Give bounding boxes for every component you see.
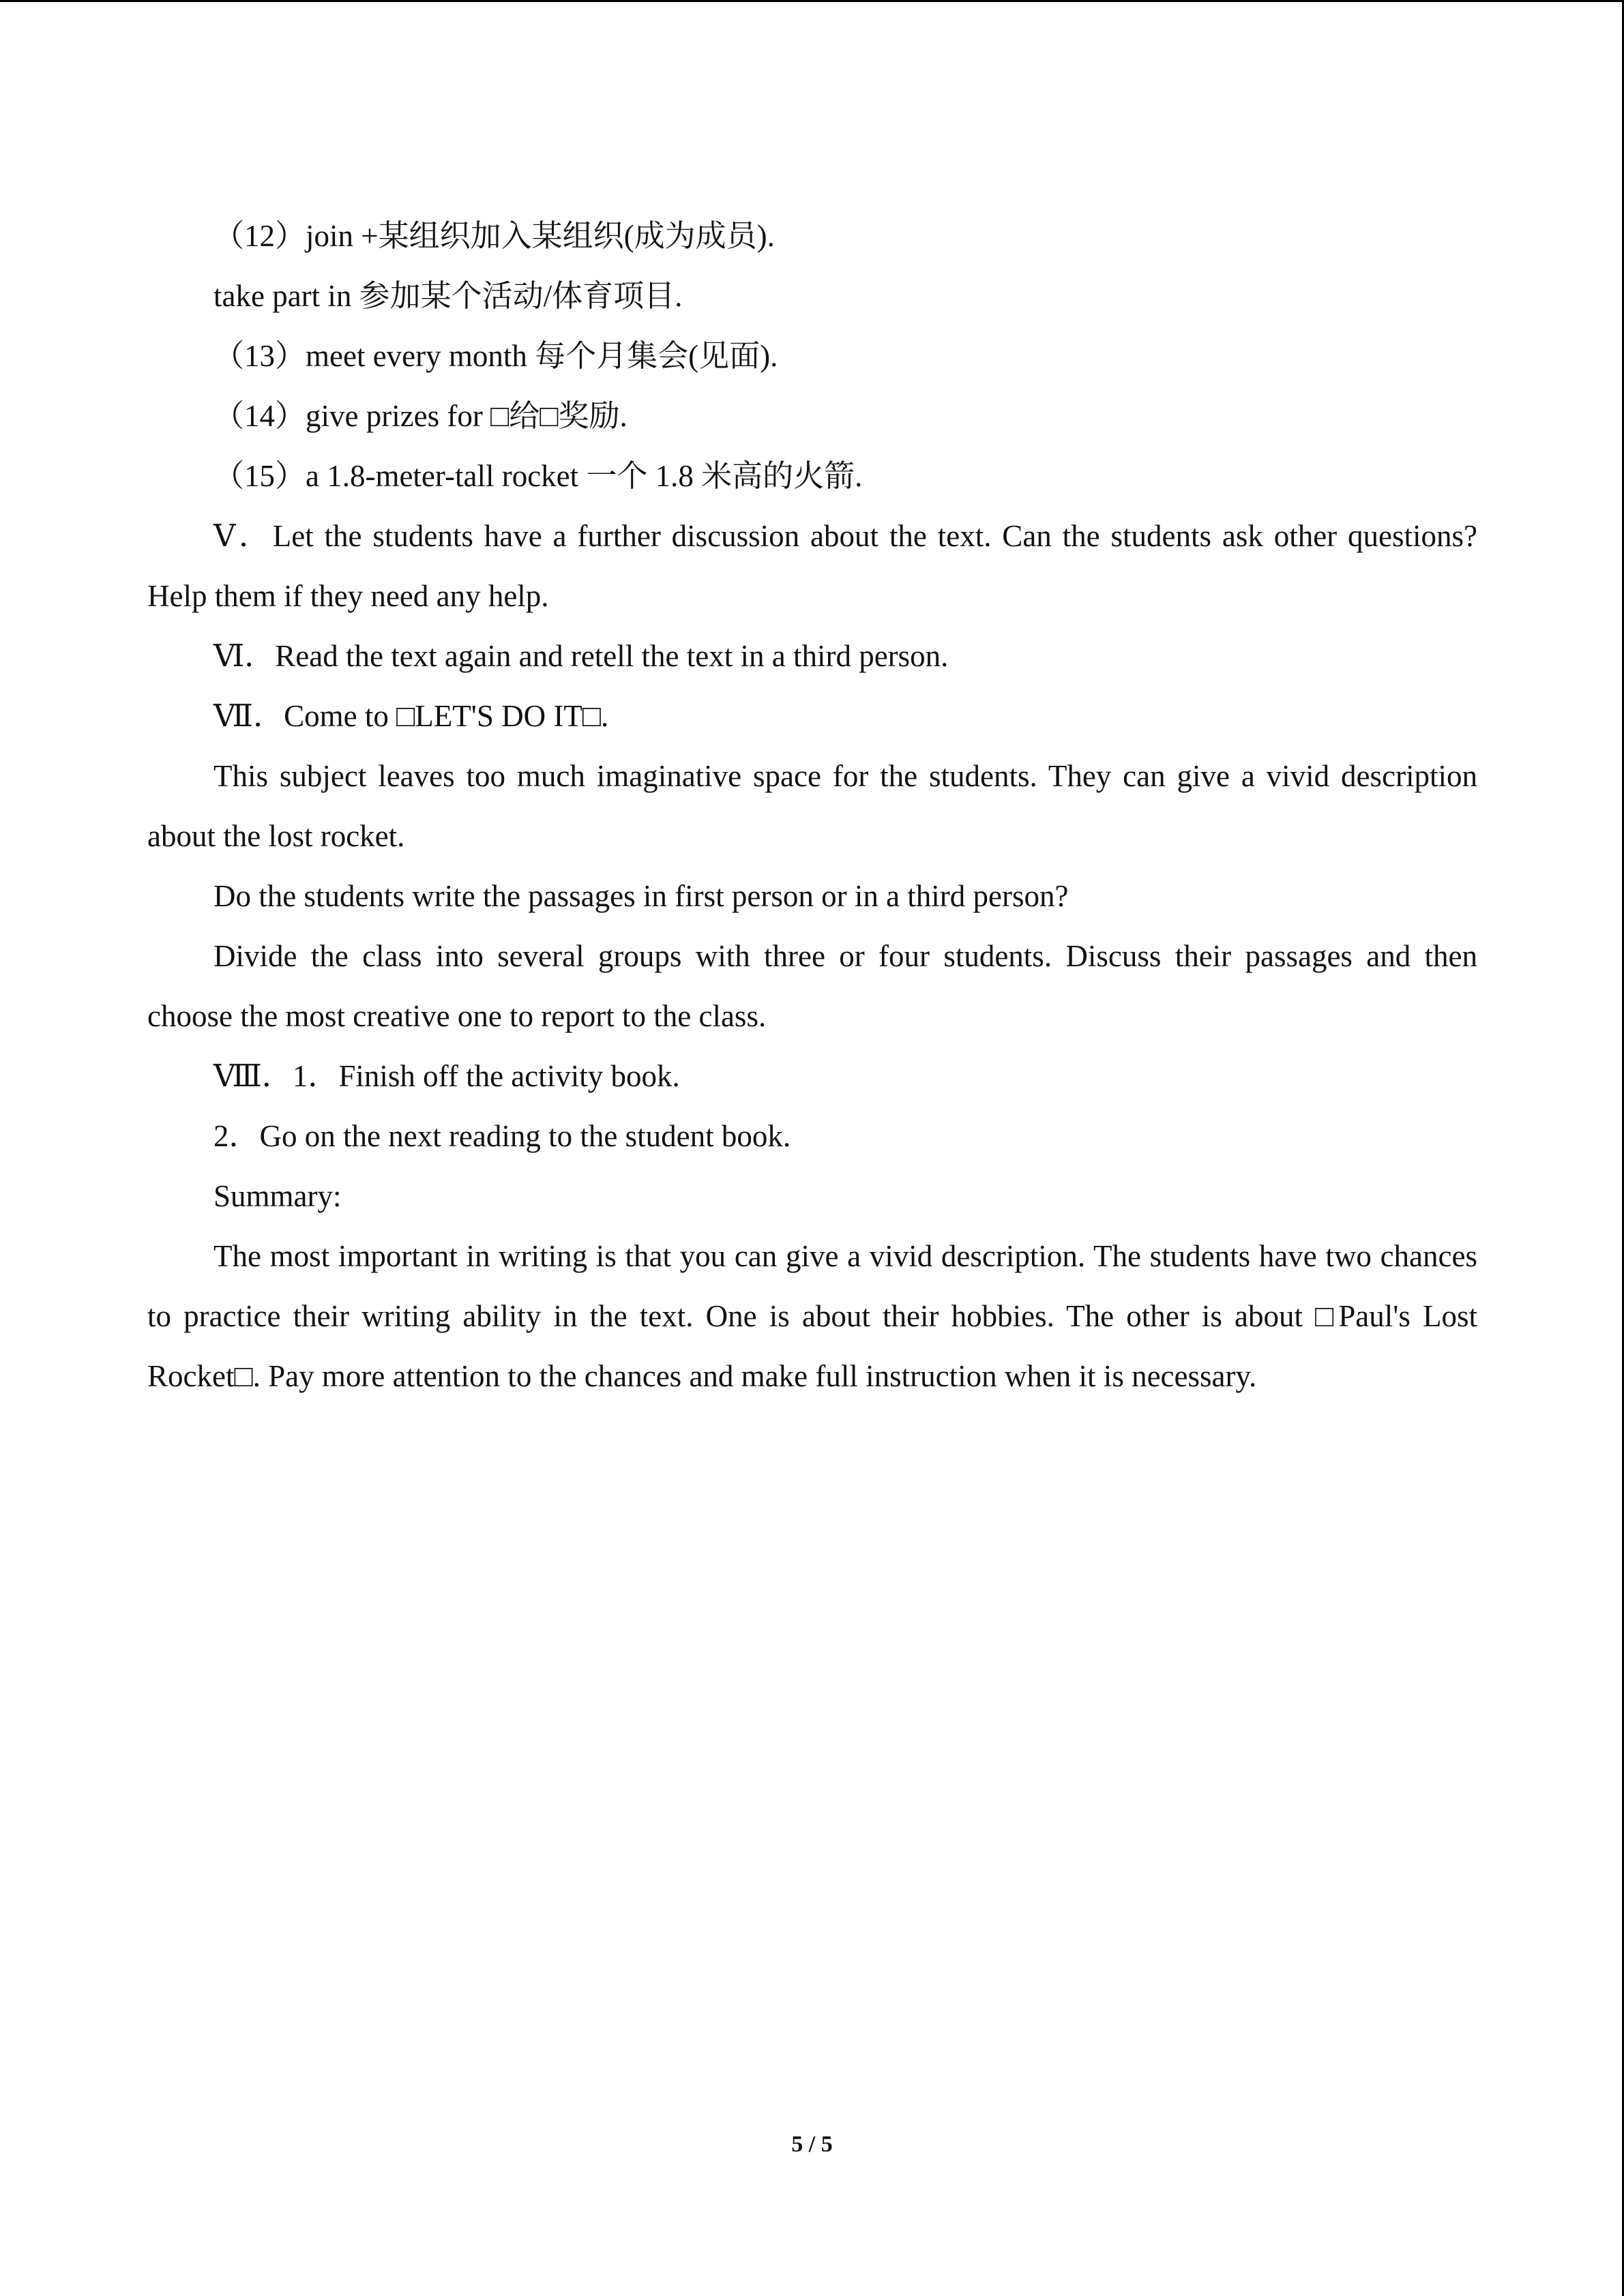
vocab-item-15: （15）a 1.8-meter-tall rocket 一个 1.8 米高的火箭. (213, 459, 863, 493)
vocab-item-12: （12）join +某组织加入某组织(成为成员). (213, 219, 775, 253)
summary-label: Summary: (213, 1179, 342, 1213)
step-7-paragraph-1: This subject leaves too much imaginative space for the students. They can give a vivid description about the lost rocket. (147, 759, 1477, 853)
step-6-line: Ⅵ．Read the text again and retell the text in a third person. (213, 639, 949, 673)
step-7-paragraph-2: Do the students write the passages in first person or in a third person? (213, 879, 1069, 913)
step-7-paragraph-3: Divide the class into several groups with three or four students. Discuss their passages and then choose the most creative one to report to the class. (147, 939, 1477, 1033)
page-number: 5 / 5 (791, 2132, 833, 2157)
step-8-item-1: Ⅷ．1．Finish off the activity book. (213, 1059, 680, 1093)
step-5-paragraph: Ⅴ．Let the students have a further discussion about the text. Can the students ask other questions? Help them if they need any help. (147, 519, 1477, 613)
vocab-item-14: （14）give prizes for □给□奖励. (213, 399, 628, 433)
document-body (147, 206, 1477, 1406)
vocab-item-13: （13）meet every month 每个月集会(见面). (213, 339, 778, 373)
summary-paragraph: The most important in writing is that you can give a vivid description. The students have two chances to practice their writing ability in the text. One is about their hobbies. The other is about □Paul's Lost Rocket□. Pay more attention to the chances and make full instruction when it is necessary. (147, 1239, 1477, 1393)
step-8-item-2: 2．Go on the next reading to the student book. (213, 1119, 791, 1153)
vocab-item-take-part-in: take part in 参加某个活动/体育项目. (213, 279, 683, 313)
step-7-heading: Ⅶ．Come to □LET'S DO IT□. (213, 699, 609, 733)
